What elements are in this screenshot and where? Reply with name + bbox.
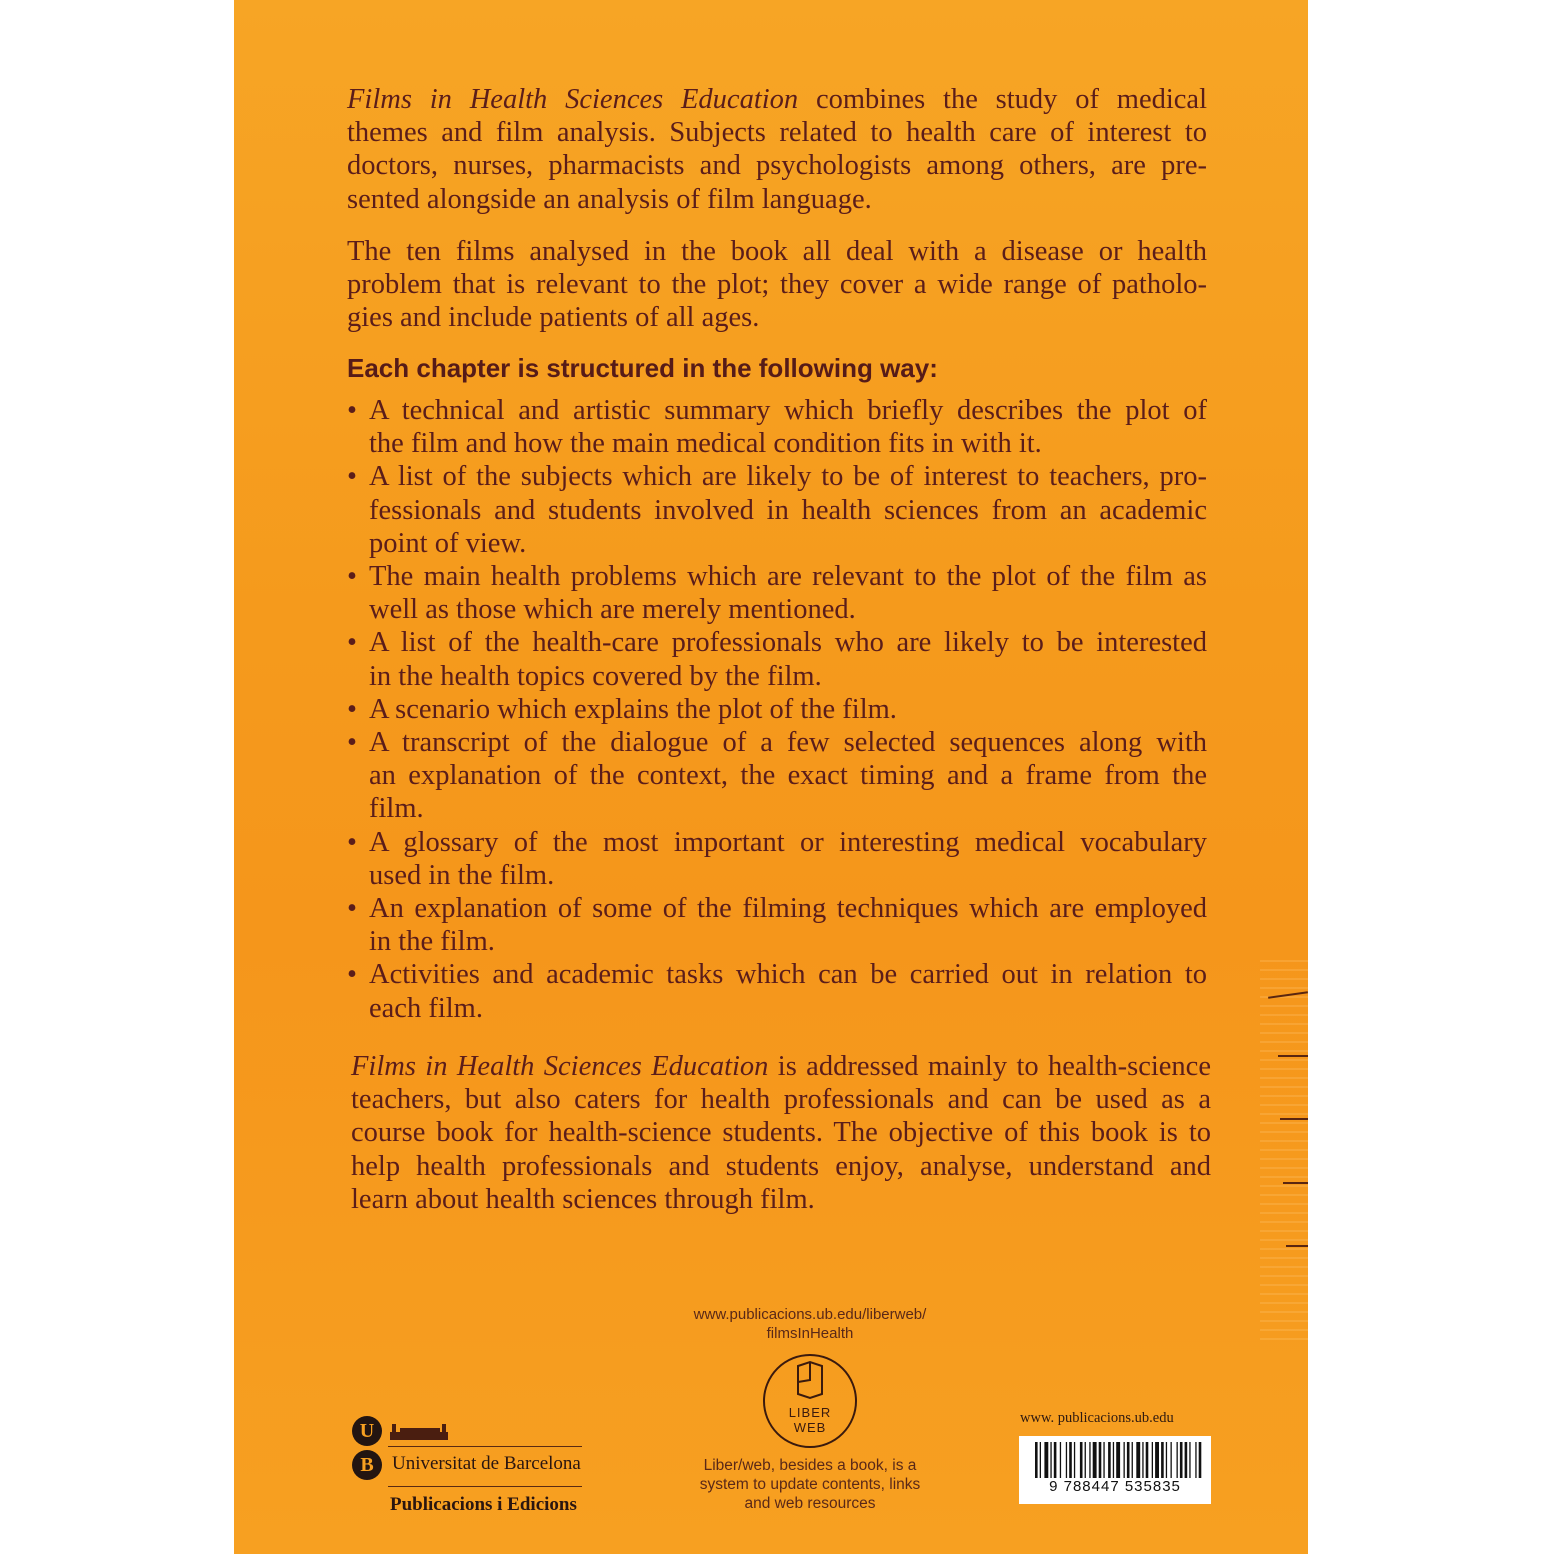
ub-divider (388, 1446, 582, 1447)
barcode-bar (1195, 1442, 1196, 1482)
barcode-bar (1093, 1442, 1097, 1482)
barcode-bar (1142, 1442, 1143, 1482)
bullet-line: Activities and academic tasks which can be carried out in relation to (369, 959, 1207, 991)
bullet-line: fessionals and students involved in health sciences from an academic (369, 494, 1207, 526)
bullet-dot: • (347, 693, 357, 725)
intro-line: Films in Health Sciences Education combines the study of medical (347, 84, 1207, 115)
barcode-bar (1044, 1442, 1048, 1482)
barcode-bar (1166, 1442, 1167, 1482)
bullet-line: point of view. (369, 527, 527, 559)
barcode-bar (1180, 1442, 1183, 1482)
barcode-bar (1199, 1442, 1202, 1482)
bullet-dot: • (347, 627, 357, 659)
barcode-bar (1113, 1442, 1114, 1482)
university-building-icon (390, 1420, 450, 1442)
paragraph-line: problem that is relevant to the plot; they cover a wide range of patholo- (347, 269, 1207, 301)
barcode-bar (1124, 1442, 1125, 1482)
bullet-line: in the film. (369, 926, 495, 958)
bullet-dot: • (347, 461, 357, 493)
closing-line: help health professionals and students enjoy, analyse, understand and (351, 1150, 1211, 1182)
bullet-dot: • (347, 959, 357, 991)
university-name: Universitat de Barcelona (392, 1453, 581, 1474)
bullet-dot: • (347, 727, 357, 759)
bullet-line: A technical and artistic summary which briefly describes the plot of (369, 395, 1207, 426)
liberweb-caption: Liber/web, besides a book, is a system to update contents, links and web resources (699, 1457, 921, 1512)
liber-logo-text: LIBER (788, 1405, 832, 1420)
bullet-item (347, 693, 1207, 726)
intro-line: themes and film analysis. Subjects related to health care of interest to (347, 117, 1207, 149)
bullet-line: A scenario which explains the plot of the film. (369, 693, 897, 725)
bullet-line: in the health topics covered by the film. (369, 660, 822, 692)
bullet-item (347, 626, 1207, 692)
liberweb-url: www.publicacions.ub.edu/liberweb/ filmsInHealth (693, 1306, 927, 1342)
bullet-line: well as those which are merely mentioned. (369, 594, 856, 626)
barcode-bar (1132, 1442, 1133, 1482)
barcode-bar (1108, 1442, 1111, 1482)
bullet-line: A list of the health-care professionals who are likely to be interested (369, 627, 1207, 659)
intro-paragraph (347, 83, 1207, 216)
barcode-bar (1116, 1442, 1120, 1482)
book-title-italic: Films in Health Sciences Education (351, 1051, 769, 1082)
bullet-item (347, 394, 1207, 460)
bullet-item (347, 726, 1207, 826)
publisher-name: Publicacions i Edicions (390, 1494, 577, 1515)
chapter-structure-heading: Each chapter is structured in the following way: (347, 353, 938, 383)
bullet-line: each film. (369, 992, 483, 1024)
publisher-url: www. publicacions.ub.edu (1020, 1410, 1174, 1426)
bullet-item (347, 892, 1207, 958)
ub-divider (388, 1486, 582, 1487)
barcode-bar (1171, 1442, 1172, 1482)
book-title-italic: Films in Health Sciences Education (347, 84, 799, 115)
bullet-line: used in the film. (369, 859, 555, 891)
barcode-bar (1146, 1442, 1149, 1482)
bullet-item (347, 560, 1207, 626)
cover-edge-texture (1260, 960, 1308, 1340)
barcode-bar (1127, 1442, 1130, 1482)
bullet-dot: • (347, 893, 357, 925)
barcode-bar (1080, 1442, 1083, 1482)
barcode-bar (1136, 1442, 1140, 1482)
barcode-bar (1066, 1442, 1067, 1482)
chapter-structure-list (347, 394, 1207, 1025)
bullet-line: an explanation of the context, the exact timing and a frame from the (369, 760, 1207, 792)
bullet-line: A glossary of the most important or interesting medical vocabulary (369, 826, 1207, 858)
bullet-line: film. (369, 793, 424, 825)
bullet-dot: • (347, 561, 357, 593)
paragraph-line: gies and include patients of all ages. (347, 302, 760, 334)
barcode-bar (1054, 1442, 1057, 1482)
films-paragraph (347, 235, 1207, 335)
bullet-dot: • (347, 395, 357, 426)
closing-line: Films in Health Sciences Education is addressed mainly to health-science (351, 1051, 1211, 1082)
closing-paragraph (351, 1050, 1211, 1216)
paragraph-line: The ten films analysed in the book all deal with a disease or health (347, 236, 1207, 267)
barcode-bar (1099, 1442, 1102, 1482)
bullet-line: A list of the subjects which are likely to be of interest to teachers, pro- (369, 461, 1207, 493)
bullet-item (347, 958, 1207, 1024)
closing-line: course book for health-science students. The objective of this book is to (351, 1117, 1211, 1149)
bullet-line: the film and how the main medical condition fits in with it. (369, 428, 1042, 460)
barcode-bar (1185, 1442, 1188, 1482)
barcode-bar (1177, 1442, 1178, 1482)
barcode-bar (1040, 1442, 1041, 1482)
barcode-bar (1085, 1442, 1086, 1482)
closing-line: teachers, but also caters for health professionals and can be used as a (351, 1084, 1211, 1116)
bullet-line: An explanation of some of the filming techniques which are employed (369, 893, 1207, 925)
bullet-item (347, 826, 1207, 892)
intro-line: sented alongside an analysis of film language. (347, 183, 872, 215)
liber-web-logo-icon (761, 1352, 859, 1450)
barcode-bar (1050, 1442, 1051, 1482)
barcode-bar (1074, 1442, 1075, 1482)
barcode-bar (1189, 1442, 1190, 1482)
bullet-line: The main health problems which are relevant to the plot of the film as (369, 561, 1207, 593)
barcode-bar (1161, 1442, 1164, 1482)
barcode-bar (1060, 1442, 1061, 1482)
bullet-dot: • (347, 826, 357, 858)
isbn-digits: 9 788447 535835 (1022, 1478, 1208, 1495)
barcode-bar (1069, 1442, 1072, 1482)
bullet-item (347, 460, 1207, 560)
barcode-bar (1035, 1442, 1038, 1482)
ub-letter-u: U (352, 1416, 382, 1446)
closing-line: learn about health sciences through film. (351, 1183, 815, 1215)
bullet-line: A transcript of the dialogue of a few selected sequences along with (369, 727, 1207, 759)
ub-letter-b: B (352, 1450, 382, 1480)
web-logo-text: WEB (793, 1420, 827, 1435)
barcode-bar (1089, 1442, 1090, 1482)
barcode-bar (1103, 1442, 1104, 1482)
barcode-bar (1155, 1442, 1159, 1482)
intro-line: doctors, nurses, pharmacists and psychologists among others, are pre- (347, 150, 1207, 182)
barcode-bar (1152, 1442, 1153, 1482)
